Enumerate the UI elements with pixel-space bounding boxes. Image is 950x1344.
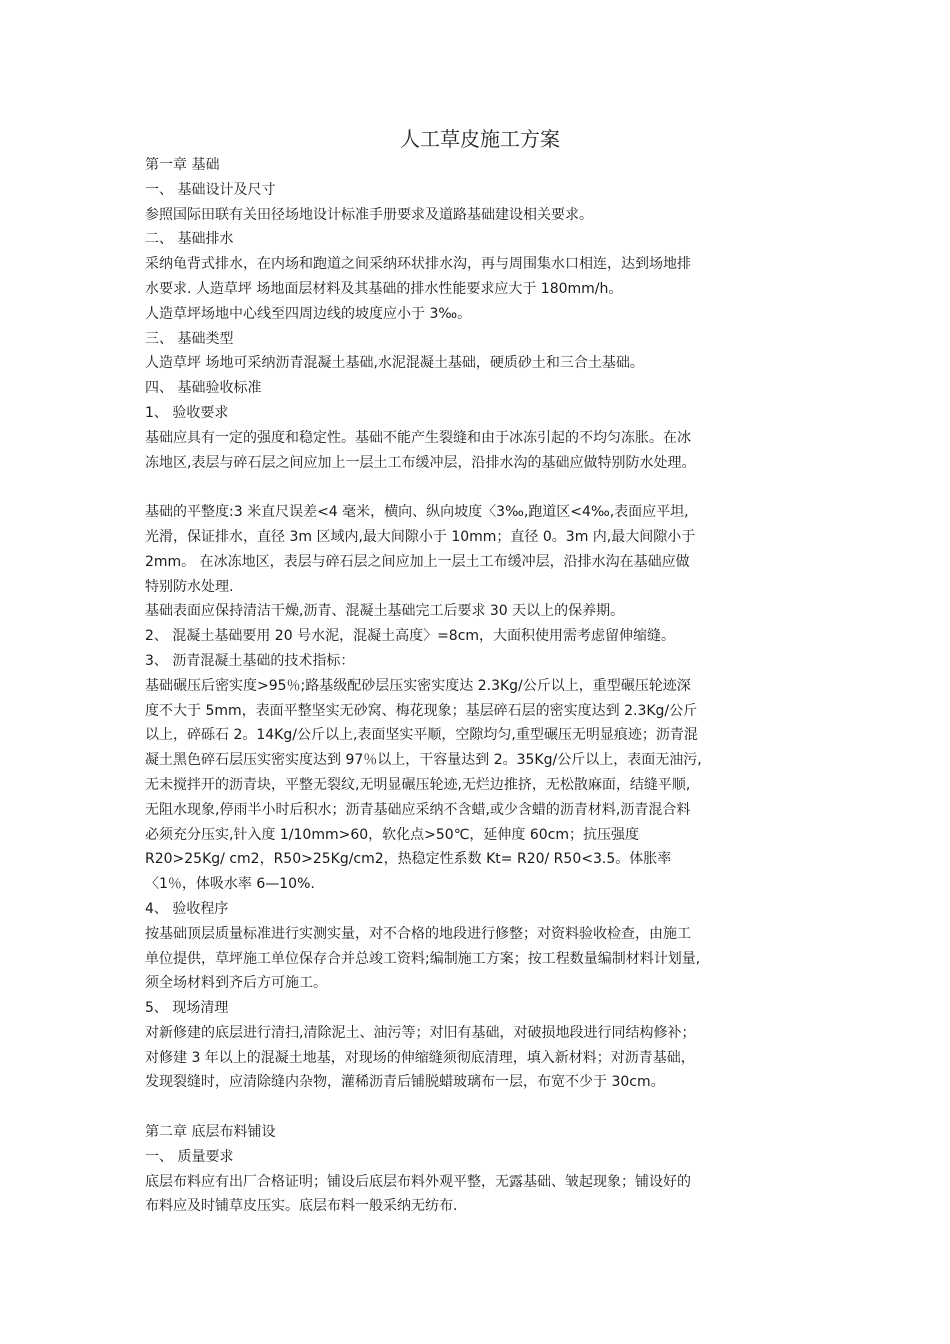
text-line: 2mm。 在冰冻地区，表层与碎石层之间应加上一层土工布缓冲层，沿排水沟在基础应做: [145, 553, 690, 570]
text-line: 第一章 基础: [145, 157, 220, 173]
text-line: 凝土黑色碎石层压实密实度达到 97％以上，干容量达到 2。35Kg/公斤以上，表面无油污,: [145, 752, 702, 769]
text-line: 发现裂缝时，应清除缝内杂物，灌稀沥青后铺脱蜡玻璃布一层，布宽不少于 30cm。: [145, 1074, 665, 1091]
text-line: 布料应及时铺草皮压实。底层布料一般采纳无纺布.: [145, 1198, 458, 1215]
text-line: 人造草坪场地中心线至四周边线的坡度应小于 3‰。: [145, 305, 472, 322]
text-line: 单位提供，草坪施工单位保存合并总竣工资料;编制施工方案；按工程数量编制材料计划量,: [145, 950, 701, 967]
text-line: 底层布料应有出厂合格证明；铺设后底层布料外观平整，无露基础、皱起现象；铺设好的: [145, 1173, 691, 1190]
text-line: R20>25Kg/ cm2，R50>25Kg/cm2，热稳定性系数 Kt= R20/ R50<3.5。体胀率: [145, 851, 672, 868]
text-line: 二、 基础排水: [145, 231, 234, 248]
blank-line: [145, 1095, 815, 1120]
text-line: 人造草坪 场地可采纳沥青混凝土基础,水泥混凝土基础，硬质砂土和三合土基础。: [145, 355, 644, 372]
document-page: [145, 125, 815, 1219]
text-line: 三、 基础类型: [145, 330, 234, 347]
text-line: 基础碾压后密实度>95％;路基级配砂层压实密实度达 2.3Kg/公斤以上，重型碾压轮迹深: [145, 677, 691, 694]
text-line: 水要求. 人造草坪 场地面层材料及其基础的排水性能要求应大于 180mm/h。: [145, 280, 623, 297]
text-line: 基础表面应保持清洁干燥,沥青、混凝土基础完工后要求 30 天以上的保养期。: [145, 603, 625, 620]
document-body: [145, 153, 815, 1219]
text-line: 一、 质量要求: [145, 1148, 234, 1165]
document-title: 人工草皮施工方案: [400, 127, 560, 151]
text-line: 以上，碎砾石 2。14Kg/公斤以上,表面坚实平顺，空隙均匀,重型碾压无明显痕迹；沥青混: [145, 727, 698, 744]
text-line: 3、 沥青混凝土基础的技术指标：: [145, 652, 355, 669]
text-line: 4、 验收程序: [145, 900, 229, 917]
text-line: 无未搅拌开的沥青块，平整无裂纹,无明显碾压轮迹,无烂边推挤，无松散麻面，结缝平顺,: [145, 776, 691, 793]
text-line: 2、 混凝土基础要用 20 号水泥，混凝土高度〉=8cm，大面积使用需考虑留伸缩缝。: [145, 628, 676, 645]
text-line: 须全场材料到齐后方可施工。: [145, 975, 327, 992]
text-line: 四、 基础验收标准: [145, 380, 262, 397]
text-line: 〈1％，体吸水率 6—10%.: [145, 876, 315, 893]
text-line: 参照国际田联有关田径场地设计标准手册要求及道路基础建设相关要求。: [145, 206, 593, 223]
text-line: 基础应具有一定的强度和稳定性。基础不能产生裂缝和由于冰冻引起的不均匀冻胀。在冰: [145, 429, 691, 446]
text-line: 特别防水处理.: [145, 578, 234, 595]
text-line: 基础的平整度:3 米直尺误差<4 毫米，横向、纵向坡度〈3‰,跑道区<4‰,表面应平坦,: [145, 504, 689, 521]
text-line: 一、 基础设计及尺寸: [145, 181, 276, 198]
blank-line: [145, 475, 815, 500]
text-line: 1、 验收要求: [145, 404, 229, 421]
text-line: 第二章 底层布料铺设: [145, 1124, 276, 1141]
text-line: 冻地区,表层与碎石层之间应加上一层土工布缓冲层，沿排水沟的基础应做特别防水处理。: [145, 454, 696, 471]
text-line: 光滑，保证排水，直径 3m 区域内,最大间隙小于 10mm；直径 0。3m 内,最大间隙小于: [145, 528, 696, 545]
text-line: 按基础顶层质量标准进行实测实量，对不合格的地段进行修整；对资料验收检查，由施工: [145, 925, 691, 942]
text-line: 必须充分压实,针入度 1/10mm>60，软化点>50℃，延伸度 60cm；抗压强度: [145, 826, 640, 843]
text-line: 5、 现场清理: [145, 1000, 229, 1017]
text-line: 度不大于 5mm，表面平整坚实无砂窝、梅花现象；基层碎石层的密实度达到 2.3Kg/公斤: [145, 702, 698, 719]
text-line: 对修建 3 年以上的混凝土地基，对现场的伸缩缝须彻底清理，填入新材料；对沥青基础，: [145, 1049, 695, 1066]
text-line: 无阻水现象,停雨半小时后积水；沥青基础应采纳不含蜡,或少含蜡的沥青材料,沥青混合料: [145, 801, 691, 818]
text-line: 对新修建的底层进行清扫,清除泥土、油污等；对旧有基础，对破损地段进行同结构修补；: [145, 1024, 696, 1041]
text-line: 采纳龟背式排水，在内场和跑道之间采纳环状排水沟，再与周围集水口相连，达到场地排: [145, 256, 691, 273]
